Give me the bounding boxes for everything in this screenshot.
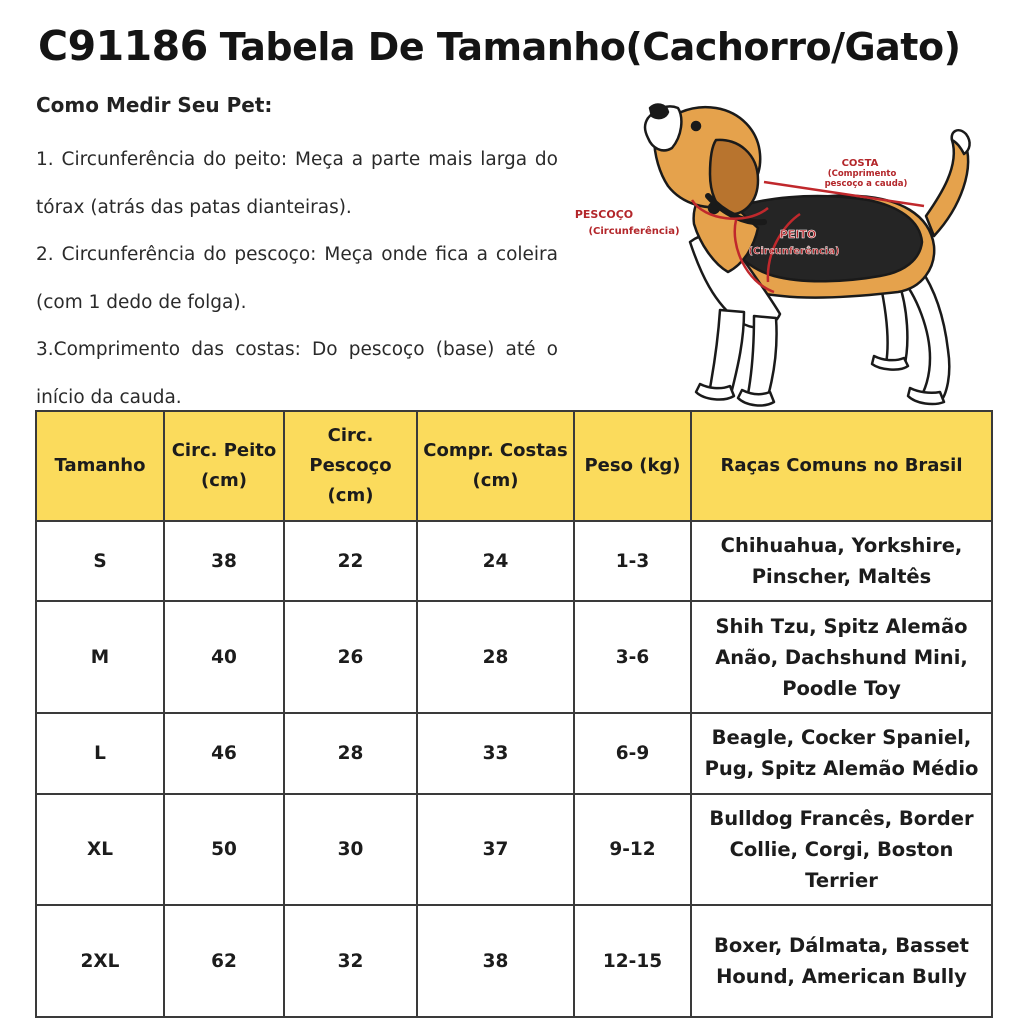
cell-size: 2XL: [36, 905, 164, 1017]
cell-chest: 46: [164, 713, 284, 793]
cell-weight: 9-12: [574, 794, 691, 906]
cell-chest: 40: [164, 601, 284, 713]
cell-back: 33: [417, 713, 574, 793]
how-to-heading: Como Medir Seu Pet:: [36, 93, 273, 117]
cell-size: XL: [36, 794, 164, 906]
cell-neck: 28: [284, 713, 417, 793]
product-code: C91186: [38, 22, 208, 70]
instructions-list: [36, 136, 558, 421]
cell-breeds: Chihuahua, Yorkshire, Pinscher, Maltês: [691, 521, 992, 601]
cell-chest: 50: [164, 794, 284, 906]
cell-breeds: Shih Tzu, Spitz Alemão Anão, Dachshund Mini, Poodle Toy: [691, 601, 992, 713]
instruction-step-1: 1. Circunferência do peito: Meça a parte mais larga do tórax (atrás das patas dianteiras).: [36, 149, 558, 218]
cell-back: 28: [417, 601, 574, 713]
cell-chest: 38: [164, 521, 284, 601]
header-weight: Peso (kg): [574, 411, 691, 521]
table-row: [36, 713, 992, 793]
cell-back: 24: [417, 521, 574, 601]
header-back: Compr. Costas (cm): [417, 411, 574, 521]
back-label: COSTA: [841, 158, 879, 169]
cell-back: 38: [417, 905, 574, 1017]
cell-chest: 62: [164, 905, 284, 1017]
header-neck: Circ. Pescoço (cm): [284, 411, 417, 521]
neck-sublabel: (Circunferência): [588, 226, 680, 237]
cell-size: M: [36, 601, 164, 713]
cell-back: 37: [417, 794, 574, 906]
cell-weight: 1-3: [574, 521, 691, 601]
table-header-row: [36, 411, 992, 521]
page-title: [38, 22, 1008, 82]
table-row: [36, 794, 992, 906]
cell-neck: 26: [284, 601, 417, 713]
title-text: Tabela De Tamanho(Cachorro/Gato): [219, 25, 961, 69]
cell-neck: 30: [284, 794, 417, 906]
header-size: Tamanho: [36, 411, 164, 521]
dog-measurement-illustration: [568, 96, 1008, 412]
cell-weight: 12-15: [574, 905, 691, 1017]
cell-neck: 22: [284, 521, 417, 601]
header-breeds: Raças Comuns no Brasil: [691, 411, 992, 521]
neck-label: PESCOÇO: [574, 208, 634, 221]
cell-weight: 3-6: [574, 601, 691, 713]
chest-sublabel: (Circunferência): [748, 246, 840, 257]
table-row: [36, 905, 992, 1017]
cell-breeds: Bulldog Francês, Border Collie, Corgi, Boston Terrier: [691, 794, 992, 906]
table-row: [36, 521, 992, 601]
cell-neck: 32: [284, 905, 417, 1017]
cell-breeds: Beagle, Cocker Spaniel, Pug, Spitz Alemão Médio: [691, 713, 992, 793]
cell-size: L: [36, 713, 164, 793]
chest-label: PEITO: [779, 228, 817, 241]
cell-size: S: [36, 521, 164, 601]
cell-weight: 6-9: [574, 713, 691, 793]
header-chest: Circ. Peito (cm): [164, 411, 284, 521]
size-table: [35, 410, 993, 1018]
table-row: [36, 601, 992, 713]
instruction-step-3: 3.Comprimento das costas: Do pescoço (base) até o início da cauda.: [36, 339, 558, 408]
back-sublabel-1: (Comprimento: [827, 169, 897, 179]
back-sublabel-2: pescoço a cauda): [824, 179, 908, 189]
instruction-step-2: 2. Circunferência do pescoço: Meça onde fica a coleira (com 1 dedo de folga).: [36, 244, 558, 313]
cell-breeds: Boxer, Dálmata, Basset Hound, American Bully: [691, 905, 992, 1017]
